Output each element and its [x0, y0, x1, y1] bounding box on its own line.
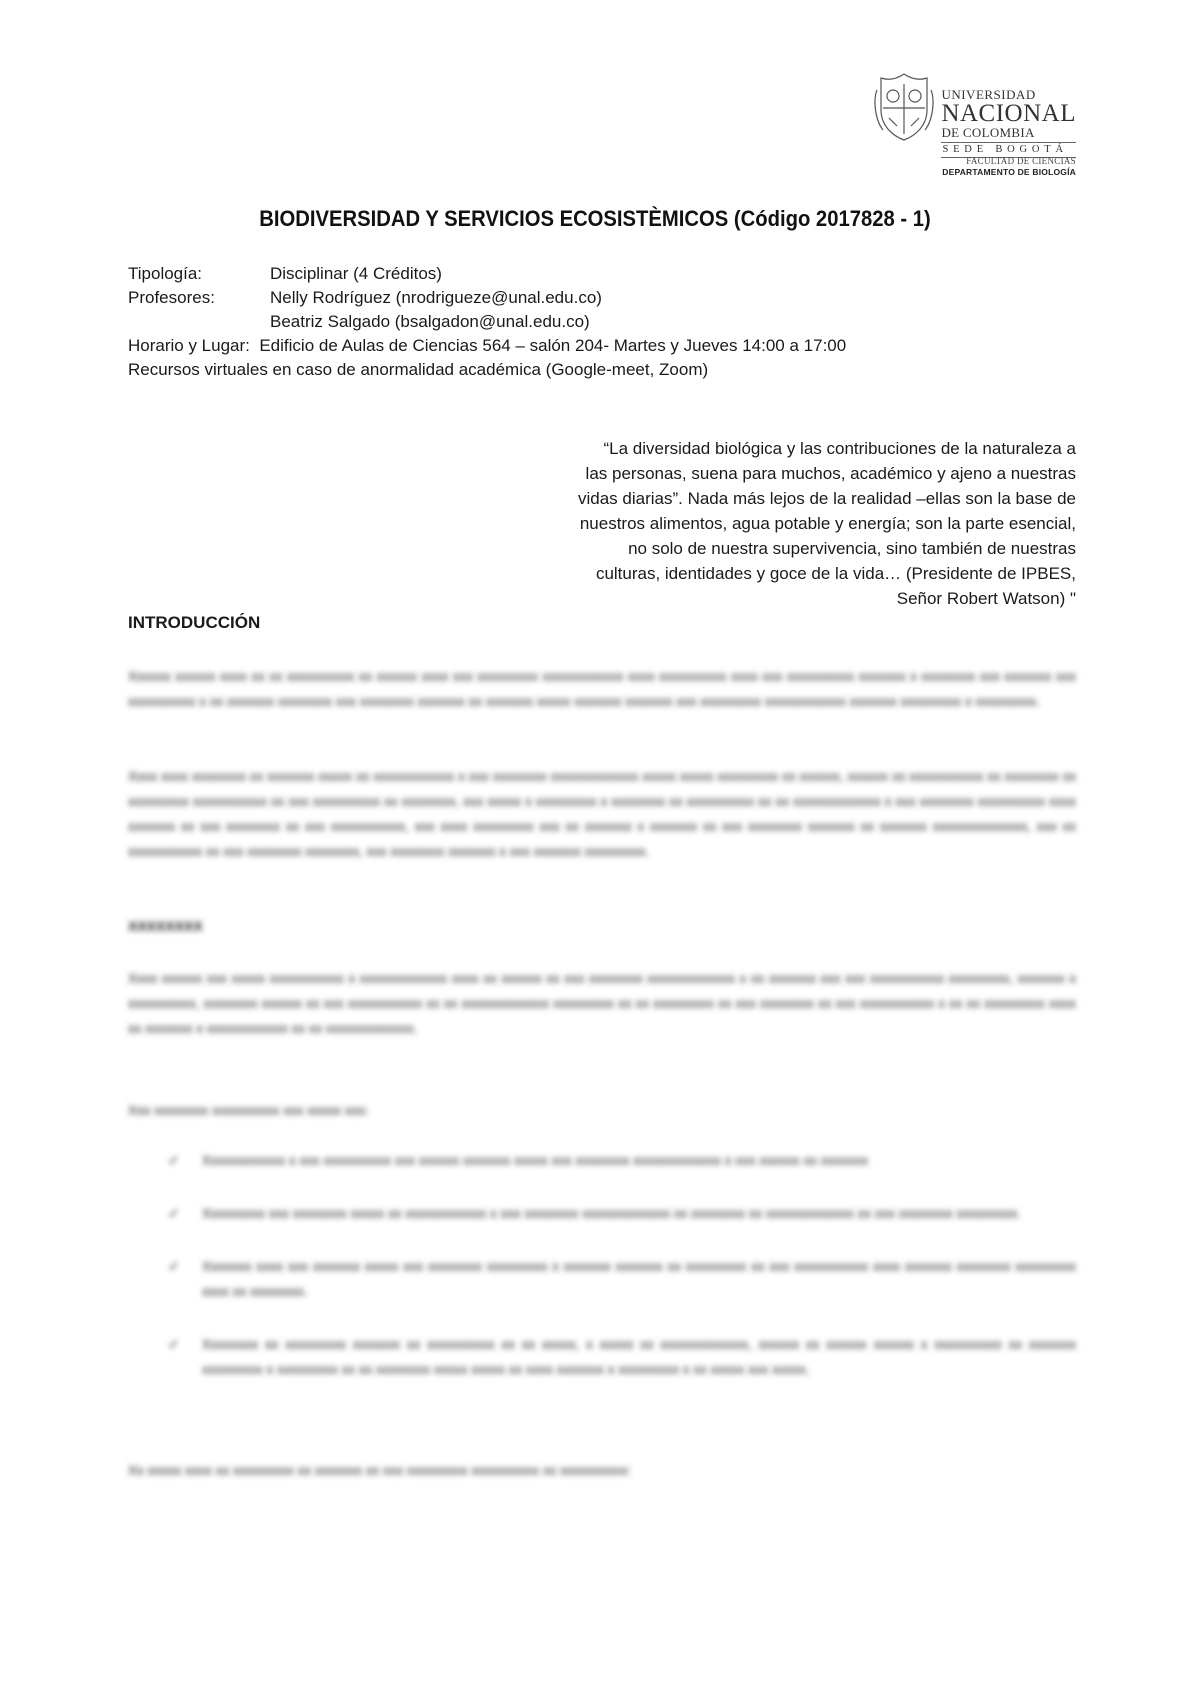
faculty-block — [942, 156, 1076, 178]
quote-line: nuestros alimentos, agua potable y energía; son la parte esencial, — [579, 514, 1076, 533]
course-info — [128, 262, 846, 382]
quote-line: “La diversidad biológica y las contribuciones de la naturaleza a — [603, 439, 1076, 458]
info-row-recursos — [128, 358, 846, 382]
quote-line: vidas diarias”. Nada más lejos de la realidad –ellas son la base de — [577, 489, 1076, 508]
blurred-paragraph: Xxx xxxxxxxx xxxxxxxxxx xxx xxxxx xxx: — [128, 1103, 369, 1118]
profesor-1: Nelly Rodríguez (nrodrigueze@unal.edu.co) — [270, 288, 602, 307]
logo-line-sede: SEDE BOGOTÁ — [941, 142, 1076, 158]
blurred-paragraph: Xxxx xxxx xxxxxxxx xx xxxxxxx xxxxx xx xxxxxxxxxxxx x xxx xxxxxxxx xxxxxxxxxxxxx xxxxx xxxxx xxxxxxxxx xx xxxxxx, xxxxxx xx xxxxxxxxxxx xx xxxxxxxx xx xxxxxxxxx xxxxxxxxxxx xx xxx xxxxxxxxxx xx xxxxxxxx, xxx xxxxx x xxxxxxxxx x xxxxxxxx xx xxxxxxxxxx xx xx xxxxxxxxxxxxx x xxx xxxxxxxx xxxxxxxxxx xxxx xxxxxxx xx xxx xxxxxxxx xx xxx xxxxxxxxxxx, xxx xxxx xxxxxxxxx xxx xx xxxxxxx x xxxxxxx xx xxx xxxxxxxx xxxxxxx xx xxxxxxx xxxxxxxxxxxxxx, xxx xx xxxxxxxxxxx xx xxx xxxxxxxx xxxxxxxx, xxx xxxxxxxx xxxxxxx x xxx xxxxxxx xxxxxxxxx. — [128, 769, 1076, 859]
horario-label: Horario y Lugar: — [128, 336, 250, 355]
university-seal-icon — [873, 70, 935, 144]
blurred-paragraph: Xxxxxx xxxxxx xxxx xx xx xxxxxxxxxx xx xxxxxx xxxx xxx xxxxxxxxx xxxxxxxxxxxx xxxx xxxxxxxxxx xxxx xxx xxxxxxxxxx xxxxxxx x xxxxxxxx xxx xxxxxxx xxx xxxxxxxxxx x xx xxxxxxx xxxxxxxx xxx xxxxxxxx xxxxxxx xx xxxxxxx xxxxx xxxxxxx xxxxxxx xxx xxxxxxxxx xxxxxxxxxxxx xxxxxxx xxxxxxxxx x xxxxxxxxx. — [128, 669, 1076, 709]
info-row-horario — [128, 334, 846, 358]
profesor-2: Beatriz Salgado (bsalgadon@unal.edu.co) — [270, 312, 590, 331]
blurred-paragraph: Xxxx xxxxxx xxx xxxxx xxxxxxxxxxx x xxxxxxxxxxxxx xxxx xx xxxxxx xx xxx xxxxxxxx xxxxxxxxxxxxx x xx xxxxxxx xxx xxx xxxxxxxxxxx xxxxxxxxx, xxxxxxx x xxxxxxxxxx, xxxxxxxx xxxxxx xx xxx xxxxxxxxxxx xx xx xxxxxxxxxxxxx xxxxxxxxx xx xx xxxxxxxxx xx xxx xxxxxxxx xx xxx xxxxxxxxxxx x xx xx xxxxxxxxx xxxx xx xxxxxxx x xxxxxxxxxxxx xx xx xxxxxxxxxxxxx. — [128, 971, 1076, 1036]
quote-line: Señor Robert Watson) " — [896, 589, 1076, 608]
quote-line: no solo de nuestra supervivencia, sino también de nuestras — [628, 539, 1076, 558]
logo-wordmark — [941, 70, 1076, 158]
department-name: DEPARTAMENTO DE BIOLOGÍA — [942, 167, 1076, 177]
logo-line-colombia: DE COLOMBIA — [941, 125, 1035, 140]
info-row-tipologia — [128, 262, 846, 286]
tipologia-label: Tipología: — [128, 264, 203, 283]
quote-line: culturas, identidades y goce de la vida… (Presidente de IPBES, — [595, 564, 1076, 583]
profesores-label: Profesores: — [128, 288, 215, 307]
university-logo — [873, 70, 1076, 158]
blurred-list: ✓ Xxxxxxxxxxxx x xxx xxxxxxxxxx xxx xxxxxx xxxxxxx xxxxx xxx xxxxxxxx xxxxxxxxxxxxx x xxx xxxxxx xx xxxxxxx ✓ Xxxxxxxxx xxx xxxxxxxx xxxxx xx xxxxxxxxxxxx x xxx xxxxxxxx xxxxxxxxxxxxx xx xxxxxxxx xx xxxxxxxxxxxxx xx xxx xxxxxxxx xxxxxxxxx. ✓ Xxxxxxx xxxx xxx xxxxxxx xxxxx xxx xxxxxxxx xxxxxxxxx x xxxxxxx xxxxxxx xx xxxxxxxxx xx xxx xxxxxxxxxxx xxxx xxxxxxx xxxxxxxx xxxxxxxxx xxxx xx xxxxxxxx. ✓ Xxxxxxxx xx xxxxxxxxx xxxxxxx xx xxxxxxxxxx xx xx xxxxx, x xxxxx xx xxxxxxxxxxxxx, xxxxxx xx xxxxxx xxxxxx x xxxxxxxxxx xx xxxxxxx xxxxxxxxx x xxxxxxxxx xx xx xxxxxxxx xxxxx xxxxx xx xxxx xxxxxxx x xxxxxxxxx x xx xxxxx xxx xxxxx. — [168, 1152, 1076, 1377]
quote-line: las personas, suena para muchos, académico y ajeno a nuestras — [585, 464, 1076, 483]
course-title: BIODIVERSIDAD Y SERVICIOS ECOSISTÈMICOS (Código 2017828 - 1) — [259, 206, 931, 231]
logo-line-universidad: UNIVERSIDAD — [941, 87, 1036, 102]
recursos-text: Recursos virtuales en caso de anormalidad académica (Google-meet, Zoom) — [128, 360, 709, 379]
blurred-paragraph: Xx xxxxx xxxx xx xxxxxxxxx xx xxxxxxx xx xxx xxxxxxxxx xxxxxxxxxx xx xxxxxxxxxx: — [128, 1463, 632, 1478]
tipologia-value: Disciplinar (4 Créditos) — [270, 264, 442, 283]
info-row-profesores — [128, 286, 846, 310]
introduccion-heading: INTRODUCCIÓN — [128, 613, 261, 632]
blurred-heading: XXXXXXXX — [128, 918, 203, 934]
info-row-profesor-2 — [128, 310, 846, 334]
horario-value: Edificio de Aulas de Ciencias 564 – salón 204- Martes y Jueves 14:00 a 17:00 — [259, 336, 847, 355]
logo-line-nacional: NACIONAL — [941, 100, 1076, 127]
faculty-name: FACULTAD DE CIENCIAS — [966, 156, 1076, 166]
epigraph-quote — [516, 436, 1076, 611]
